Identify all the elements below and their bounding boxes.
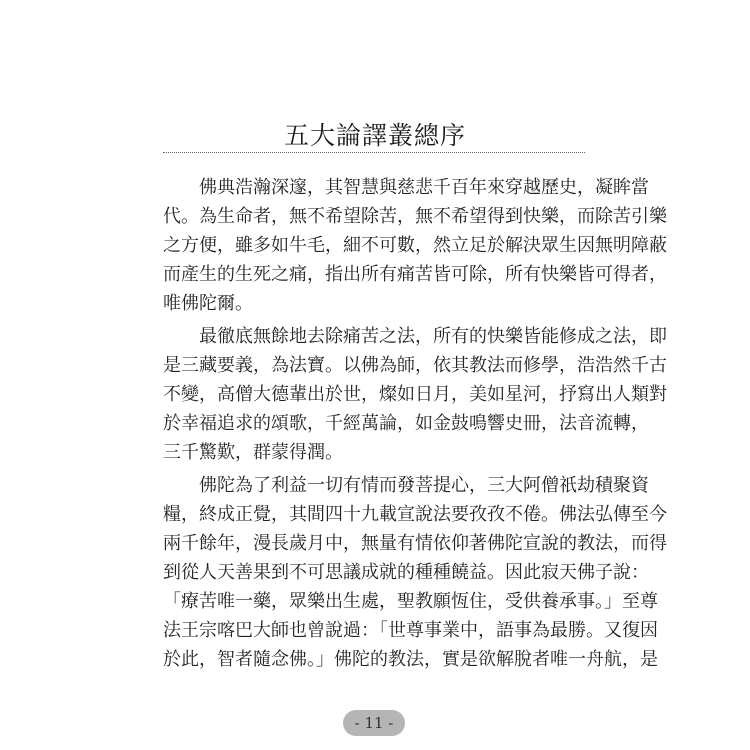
text-line: 於幸福追求的頌歌，千經萬論，如金鼓鳴響史冊，法音流轉， xyxy=(163,413,649,434)
text-line: 「療苦唯一藥，眾樂出生處，聖教願恆住，受供養承事。」至尊 xyxy=(163,591,658,612)
text-line: 代。為生命者，無不希望除苦，無不希望得到快樂，而除苦引樂 xyxy=(163,206,667,227)
text-line: 佛典浩瀚深邃，其智慧與慈悲千百年來穿越歷史，凝眸當 xyxy=(199,177,649,198)
text-line: 於此，智者隨念佛。」佛陀的教法，實是欲解脫者唯一舟航，是 xyxy=(163,649,658,670)
title-divider xyxy=(163,152,585,153)
text-line: 到從人天善果到不可思議成就的種種饒益。因此寂天佛子說： xyxy=(163,562,649,583)
text-line: 佛陀為了利益一切有情而發菩提心，三大阿僧祇劫積聚資 xyxy=(199,475,649,496)
body-text xyxy=(163,173,667,678)
text-line: 不變，高僧大德輩出於世，燦如日月，美如星河，抒寫出人類對 xyxy=(163,384,667,405)
page-number: - 11 - xyxy=(343,710,405,736)
paragraph xyxy=(163,471,667,674)
paragraph xyxy=(163,173,667,318)
text-line: 是三藏要義，為法寶。以佛為師，依其教法而修學，浩浩然千古 xyxy=(163,355,667,376)
paragraph xyxy=(163,322,667,467)
text-line: 之方便，雖多如牛毛，細不可數，然立足於解決眾生因無明障蔽 xyxy=(163,235,667,256)
page-title: 五大論譯叢總序 xyxy=(283,121,466,150)
text-line: 三千驚歎，群蒙得潤。 xyxy=(163,442,343,463)
text-line: 而產生的生死之痛，指出所有痛苦皆可除，所有快樂皆可得者， xyxy=(163,264,667,285)
text-line: 最徹底無餘地去除痛苦之法，所有的快樂皆能修成之法，即 xyxy=(199,326,667,347)
text-line: 唯佛陀爾。 xyxy=(163,293,253,314)
text-line: 糧，終成正覺，其間四十九載宣說法要孜孜不倦。佛法弘傳至今 xyxy=(163,504,667,525)
text-line: 兩千餘年，漫長歲月中，無量有情依仰著佛陀宣說的教法，而得 xyxy=(163,533,667,554)
text-line: 法王宗喀巴大師也曾說過：「世尊事業中，語事為最勝。又復因 xyxy=(163,620,658,641)
